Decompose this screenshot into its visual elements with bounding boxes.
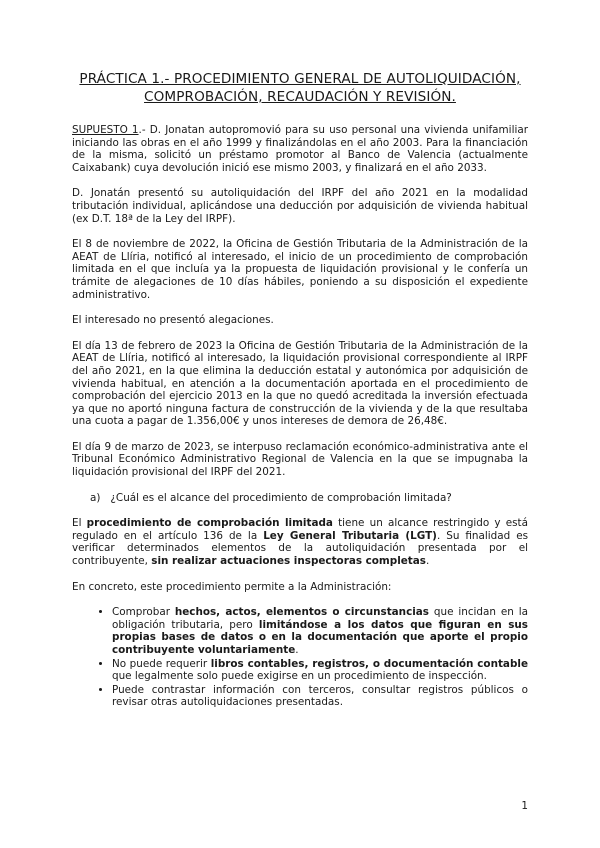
bullet-text: . <box>295 644 299 656</box>
bullet-text: que legalmente solo puede exigirse en un procedimiento de inspección. <box>112 670 487 683</box>
list-item <box>112 606 528 656</box>
answer-text: . Su finalidad es verificar determinados elementos de la autoliquidación presentada por el contribuyente, <box>72 529 529 568</box>
paragraph-autoliquidacion: D. Jonatán presentó su autoliquidación del IRPF del año 2021 en la modalidad tributación individual, aplicándose una deducción por adquisición de vivienda habitual (ex D.T. 18ª de la Ley del IRPF). <box>72 187 528 225</box>
answer-bold: sin realizar actuaciones inspectoras completas <box>151 555 426 568</box>
paragraph-reclamacion: El día 9 de marzo de 2023, se interpuso reclamación económico-administrativa ante el Tribunal Económico Administrativo Regional de Valencia en la que se impugnaba la liquidación provisional del IRPF del 2021. <box>72 440 528 479</box>
bullet-text: Comprobar <box>112 606 175 619</box>
paragraph-alegaciones: El interesado no presentó alegaciones. <box>72 314 274 327</box>
question-marker: a) <box>90 491 101 504</box>
paragraph-liquidacion: El día 13 de febrero de 2023 la Oficina de Gestión Tributaria de la Administración de la AEAT de Llíria, notificó al interesado, la liquidación provisional correspondiente al IRPF del año 2021, en la que elimina la deducción estatal y autonómica por adquisición de vivienda habitual, en atención a la documentación aportada en el procedimiento de comprobación del ejercicio 2013 en la que no quedó acreditada la inversión efectuada ya que no aportó ninguna factura de construcción de la vivienda y de la que resultaba una cuota a pagar de 1.356,00€ y unos intereses de demora de 26,48€. <box>72 339 528 428</box>
page-title <box>72 70 528 106</box>
answer-text: . <box>425 555 430 568</box>
answer-text: El <box>72 517 87 530</box>
supuesto-label: SUPUESTO 1 <box>72 124 139 136</box>
paragraph-notificacion: El 8 de noviembre de 2022, la Oficina de Gestión Tributaria de la Administración de la AEAT de Llíria, notificó al interesado, el inicio de un procedimiento de comprobación limitada en el que incluía ya la propuesta de liquidación provisional y le confería un trámite de alegaciones de 10 días hábiles, poniendo a su disposición el expediente administrativo. <box>72 238 528 301</box>
paragraph-supuesto <box>72 124 528 174</box>
bullet-bold: hechos, actos, elementos o circunstancias <box>174 606 429 619</box>
bullet-bold: limitándose a los datos que figuran en sus propias bases de datos o en la documentación que aporte el propio contribuyente voluntariamente <box>112 618 528 656</box>
title-line-2: COMPROBACIÓN, RECAUDACIÓN Y REVISIÓN. <box>144 89 456 105</box>
supuesto-text: .- D. Jonatan autopromovió para su uso personal una vivienda unifamiliar iniciando las obras en el año 1999 y finalizándolas en el año 2003. Para la financiación de la misma, solicitó un préstamo promotor al Banco de Valencia (actualmente Caixabank) cuya devolución inició ese mismo 2003, y finalizará en el año 2033. <box>72 124 528 174</box>
list-item: • Puede contrastar información con terceros, consultar registros públicos o revisar otras autoliquidaciones presentadas. <box>112 684 528 709</box>
answer-bold: Ley General Tributaria (LGT) <box>263 529 437 542</box>
bullet-text: que incidan en la obligación tributaria, pero <box>112 606 528 631</box>
question-a <box>90 492 528 505</box>
answer-paragraph-1 <box>72 517 528 567</box>
title-line-1: PRÁCTICA 1.- PROCEDIMIENTO GENERAL DE AUTOLIQUIDACIÓN, <box>79 71 521 87</box>
answer-bold: procedimiento de comprobación limitada <box>86 517 333 530</box>
question-text: ¿Cuál es el alcance del procedimiento de comprobación limitada? <box>110 491 452 504</box>
bullet-list <box>72 606 528 709</box>
bullet-bold: libros contables, registros, o documentación contable <box>210 657 528 670</box>
page-number: 1 <box>521 800 528 812</box>
bullet-text: No puede requerir <box>112 657 211 670</box>
answer-paragraph-2: En concreto, este procedimiento permite a la Administración: <box>72 580 392 593</box>
answer-text: tiene un alcance restringido y está regulado en el artículo 136 de la <box>72 517 528 542</box>
list-item <box>112 658 528 683</box>
